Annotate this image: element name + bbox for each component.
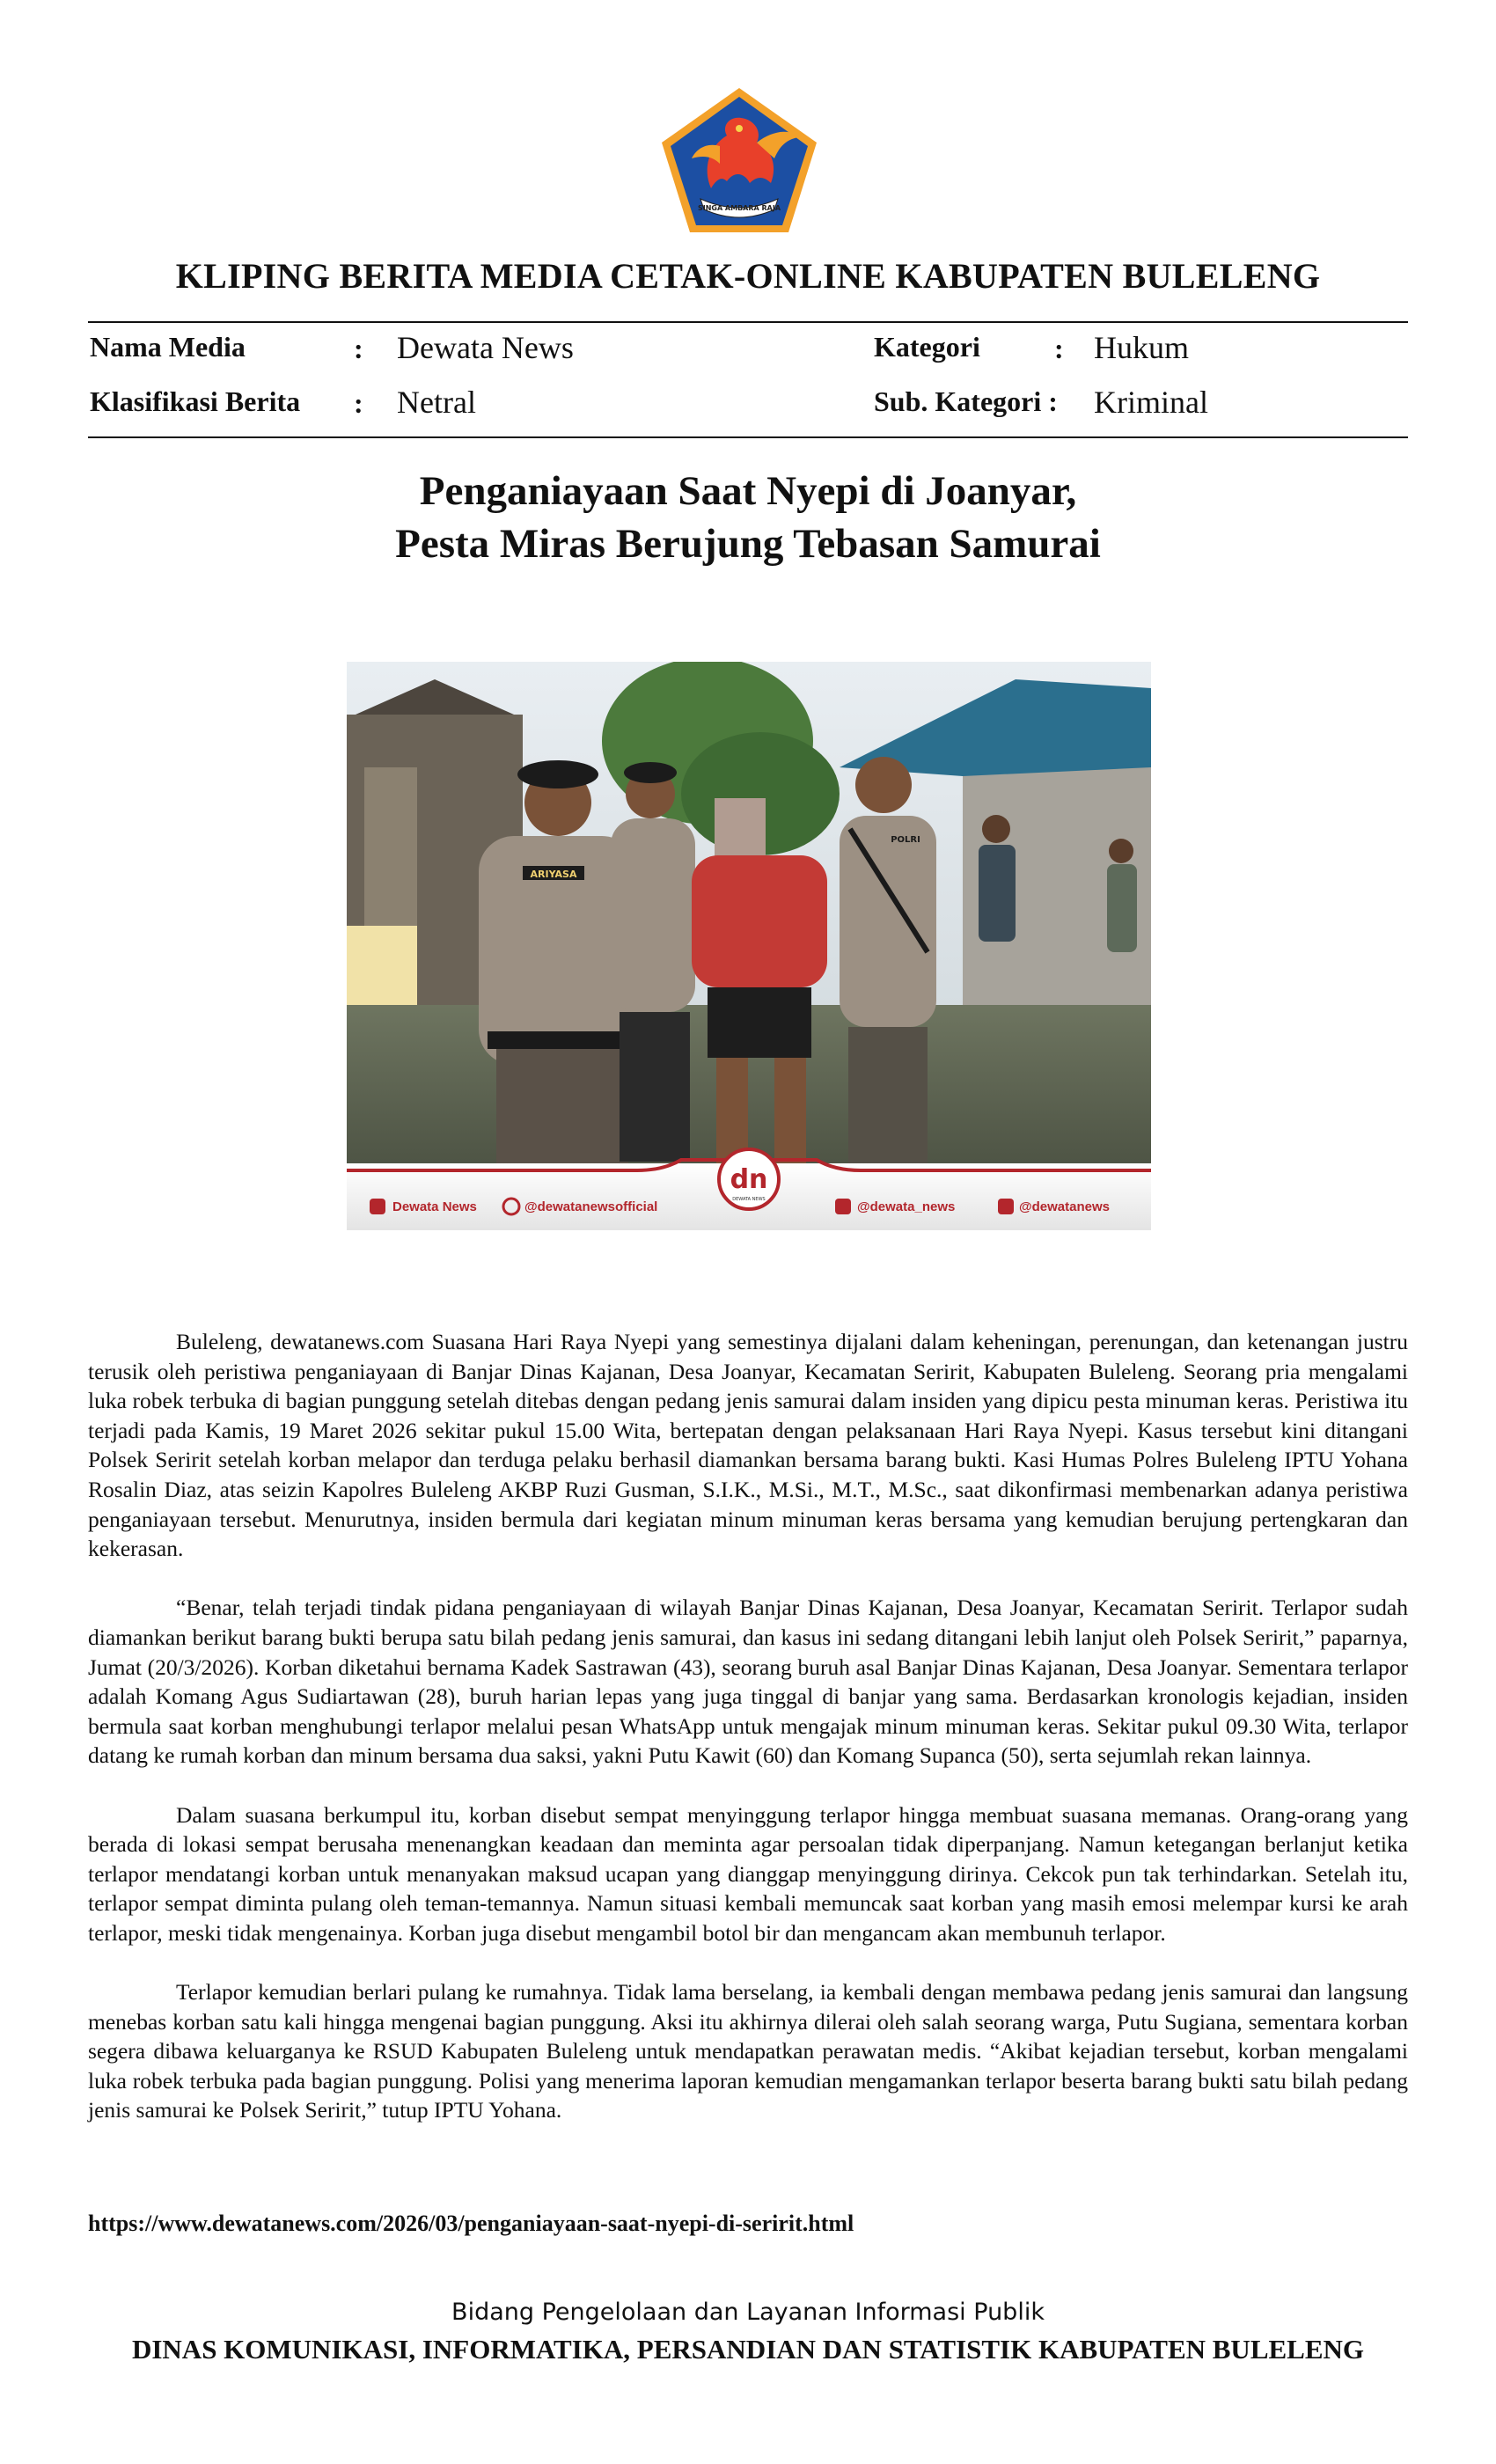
subkategori-label: Sub. Kategori : — [874, 385, 1058, 417]
bottom-rule — [88, 436, 1408, 438]
social-instagram: @dewatanewsofficial — [524, 1199, 658, 1214]
klasifikasi-colon: : — [354, 387, 363, 419]
kategori-label: Kategori — [874, 331, 980, 363]
footer-agency: DINAS KOMUNIKASI, INFORMATIKA, PERSANDIAN DAN STATISTIK KABUPATEN BULELENG — [131, 2334, 1365, 2365]
article-paragraph: “Benar, telah terjadi tindak pidana penganiayaan di wilayah Banjar Dinas Kajanan, Desa Joanyar, Kecamatan Seririt. Terlapor sudah diamankan berikut barang bukti berupa satu bilah pedang jenis samurai, dan kasus ini sedang ditangani lebih lanjut oleh Polsek Seririt,” paparnya, Jumat (20/3/2026). Korban diketahui bernama Kadek Sastrawan (43), seorang buruh asal Banjar Dinas Kajanan, Desa Joanyar. Sementara terlapor adalah Komang Agus Sudiartawan (28), buruh harian lepas yang juga tinggal di banjar yang sama. Berdasarkan kronologis kejadian, insiden bermula saat korban menghubungi terlapor melalui pesan WhatsApp untuk mengajak minum minuman keras. Sekitar pukul 09.30 Wita, terlapor datang ke rumah korban dan minum bersama dua saksi, yakni Putu Kawit (60) dan Komang Supanca (50), serta sejumlah rekan lainnya. — [88, 1595, 1408, 1769]
klasifikasi-value: Netral — [397, 385, 476, 420]
media-value: Dewata News — [397, 330, 574, 365]
footer-department: Bidang Pengelolaan dan Layanan Informasi Publik — [451, 2299, 1045, 2326]
officer-nameplate: ARIYASA — [530, 869, 577, 880]
article-headline — [88, 465, 1408, 570]
headline-line-2: Pesta Miras Berujung Tebasan Samurai — [395, 521, 1101, 567]
headline-line-1: Penganiayaan Saat Nyepi di Joanyar, — [419, 468, 1077, 514]
news-photo-illustration — [347, 662, 1151, 1230]
klasifikasi-label: Klasifikasi Berita — [90, 385, 301, 417]
logo-motto: SINGA AMBARA RAJA — [697, 204, 781, 212]
social-tiktok: @dewatanews — [1019, 1199, 1110, 1214]
article-paragraph: Dalam suasana berkumpul itu, korban disebut sempat menyinggung terlapor hingga membuat suasana memanas. Orang-orang yang berada di lokasi sempat berusaha menenangkan keadaan dan meminta agar persoalan tidak diperpanjang. Namun ketegangan berlanjut ketika terlapor mendatangi korban untuk menanyakan maksud ucapan yang dianggap menyinggung dirinya. Cekcok pun tak terhindarkan. Setelah itu, terlapor sempat diminta pulang oleh teman-temannya. Namun situasi kembali memuncak saat korban yang masih emosi melempar kursi ke arah terlapor, meski tidak mengenainya. Korban juga disebut mengambil botol bir dan mengancam akan membunuh terlapor. — [88, 1801, 1408, 1946]
social-facebook: Dewata News — [392, 1199, 477, 1214]
subkategori-value: Kriminal — [1094, 385, 1208, 420]
watermark-sub: DEWATA NEWS — [732, 1197, 766, 1202]
media-label: Nama Media — [90, 331, 246, 363]
watermark-logo: dn — [730, 1164, 768, 1195]
article-paragraph: Buleleng, dewatanews.com Suasana Hari Raya Nyepi yang semestinya dijalani dalam keheningan, perenungan, dan ketenangan justru terusik oleh peristiwa penganiayaan di Banjar Dinas Kajanan, Desa Joanyar, Kecamatan Seririt, Kabupaten Buleleng. Seorang pria mengalami luka robek terbuka di bagian punggung setelah ditebas dengan pedang jenis samurai dalam insiden yang dipicu pesta minuman keras. Peristiwa itu terjadi pada Kamis, 19 Maret 2026 sekitar pukul 15.00 Wita, bertepatan dengan pelaksanaan Hari Raya Nyepi. Kasus tersebut kini ditangani Polsek Seririt setelah korban melapor dan terduga pelaku berhasil diamankan bersama barang bukti. Kasi Humas Polres Buleleng IPTU Yohana Rosalin Diaz, atas seizin Kapolres Buleleng AKBP Ruzi Gusman, S.I.K., M.Si., M.T., M.Sc., saat dikonfirmasi membenarkan adanya peristiwa penganiayaan tersebut. Menurutnya, insiden bermula dari kegiatan minum minuman keras bersama yang kemudian berujung pertengkaran dan kekerasan. — [88, 1329, 1408, 1562]
document-title: KLIPING BERITA MEDIA CETAK-ONLINE KABUPATEN BULELENG — [175, 256, 1321, 296]
twitter-icon — [835, 1199, 851, 1214]
article-body — [88, 1327, 1408, 2155]
buleleng-regency-logo — [658, 84, 820, 236]
tiktok-icon — [998, 1199, 1014, 1214]
kategori-value: Hukum — [1094, 330, 1189, 365]
source-url[interactable]: https://www.dewatanews.com/2026/03/penganiayaan-saat-nyepi-di-seririt.html — [88, 2211, 854, 2236]
officer-badge: POLRI — [891, 835, 920, 845]
article-paragraph: Terlapor kemudian berlari pulang ke rumahnya. Tidak lama berselang, ia kembali dengan membawa pedang jenis samurai dan langsung menebas korban satu kali hingga mengenai bagian punggung. Aksi itu akhirnya dilerai oleh salah seorang warga, Putu Sugiana, sementara korban segera dibawa keluarganya ke RSUD Kabupaten Buleleng untuk mendapatkan perawatan medis. “Akibat kejadian tersebut, korban mengalami luka robek terbuka pada bagian punggung. Polisi yang menerima laporan kemudian mengamankan terlapor beserta barang bukti satu bilah pedang jenis samurai ke Polsek Seririt,” tutup IPTU Yohana. — [88, 1979, 1408, 2123]
social-twitter: @dewata_news — [857, 1199, 956, 1214]
media-colon: : — [354, 333, 363, 364]
kategori-colon: : — [1054, 333, 1064, 364]
news-photo — [347, 662, 1151, 1230]
facebook-icon — [370, 1199, 385, 1214]
top-rule — [88, 321, 1408, 323]
